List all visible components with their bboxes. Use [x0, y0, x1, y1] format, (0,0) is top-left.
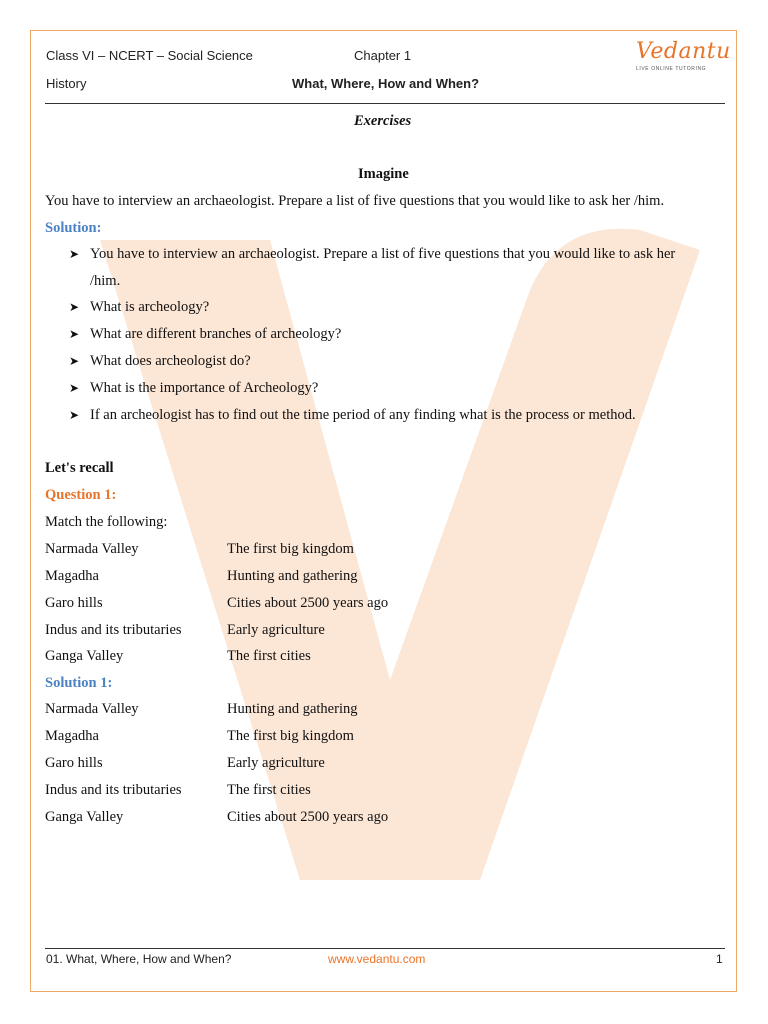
bullet-item: What is archeology?: [90, 299, 210, 315]
arrowhead-bullet-icon: ➤: [69, 381, 80, 395]
imagine-solution-label: Solution:: [45, 220, 102, 236]
solution-col-b: Hunting and gathering: [227, 701, 358, 717]
bullet-item-continued: /him.: [90, 273, 121, 289]
question-col-b: Hunting and gathering: [227, 568, 358, 584]
subject-label: History: [46, 76, 87, 91]
footer-divider: [45, 948, 725, 949]
vedantu-logo: [636, 39, 731, 72]
arrowhead-bullet-icon: ➤: [69, 354, 80, 368]
chapter-label: Chapter 1: [354, 48, 412, 63]
solution-col-a: Narmada Valley: [45, 701, 139, 717]
solution-col-a: Magadha: [45, 728, 99, 744]
recall-heading: Let's recall: [45, 460, 114, 476]
question-col-b: The first cities: [227, 648, 311, 664]
logo-tagline: LIVE ONLINE TUTORING: [636, 66, 707, 72]
arrowhead-bullet-icon: ➤: [69, 300, 80, 314]
bullet-item: What does archeologist do?: [90, 353, 251, 369]
solution-col-b: The first big kingdom: [227, 728, 354, 744]
solution-col-b: The first cities: [227, 782, 311, 798]
arrowhead-bullet-icon: ➤: [69, 408, 80, 422]
course-label: Class VI – NCERT – Social Science: [46, 48, 253, 63]
solution-col-b: Early agriculture: [227, 755, 325, 771]
footer-chapter: 01. What, Where, How and When?: [46, 952, 232, 966]
bullet-item: What are different branches of archeology?: [90, 326, 342, 342]
solution-col-a: Garo hills: [45, 755, 103, 771]
question-instruction: Match the following:: [45, 514, 168, 530]
solution-col-a: Indus and its tributaries: [45, 782, 182, 798]
header-divider: [45, 103, 725, 104]
logo-text: Vedantu: [636, 39, 731, 64]
imagine-heading: Imagine: [358, 166, 409, 182]
bullet-item: What is the importance of Archeology?: [90, 380, 319, 396]
question-col-b: The first big kingdom: [227, 541, 354, 557]
question-col-a: Garo hills: [45, 595, 103, 611]
footer-website-link[interactable]: www.vedantu.com: [328, 952, 426, 966]
solution-label: Solution 1:: [45, 675, 113, 691]
page-number: 1: [716, 952, 723, 966]
bullet-item: You have to interview an archaeologist. Prepare a list of five questions that you would like to ask her: [90, 246, 676, 262]
question-label: Question 1:: [45, 487, 117, 503]
question-col-b: Cities about 2500 years ago: [227, 595, 389, 611]
arrowhead-bullet-icon: ➤: [69, 327, 80, 341]
question-col-b: Early agriculture: [227, 622, 325, 638]
arrowhead-bullet-icon: ➤: [69, 247, 80, 261]
question-col-a: Ganga Valley: [45, 648, 124, 664]
question-col-a: Indus and its tributaries: [45, 622, 182, 638]
question-col-a: Magadha: [45, 568, 99, 584]
imagine-prompt: You have to interview an archaeologist. Prepare a list of five questions that you would like to ask her /him.: [45, 193, 665, 209]
solution-col-a: Ganga Valley: [45, 809, 124, 825]
question-col-a: Narmada Valley: [45, 541, 139, 557]
bullet-item: If an archeologist has to find out the time period of any finding what is the process or method.: [90, 407, 636, 423]
solution-col-b: Cities about 2500 years ago: [227, 809, 389, 825]
chapter-title: What, Where, How and When?: [292, 76, 480, 91]
exercises-heading: Exercises: [354, 113, 412, 129]
